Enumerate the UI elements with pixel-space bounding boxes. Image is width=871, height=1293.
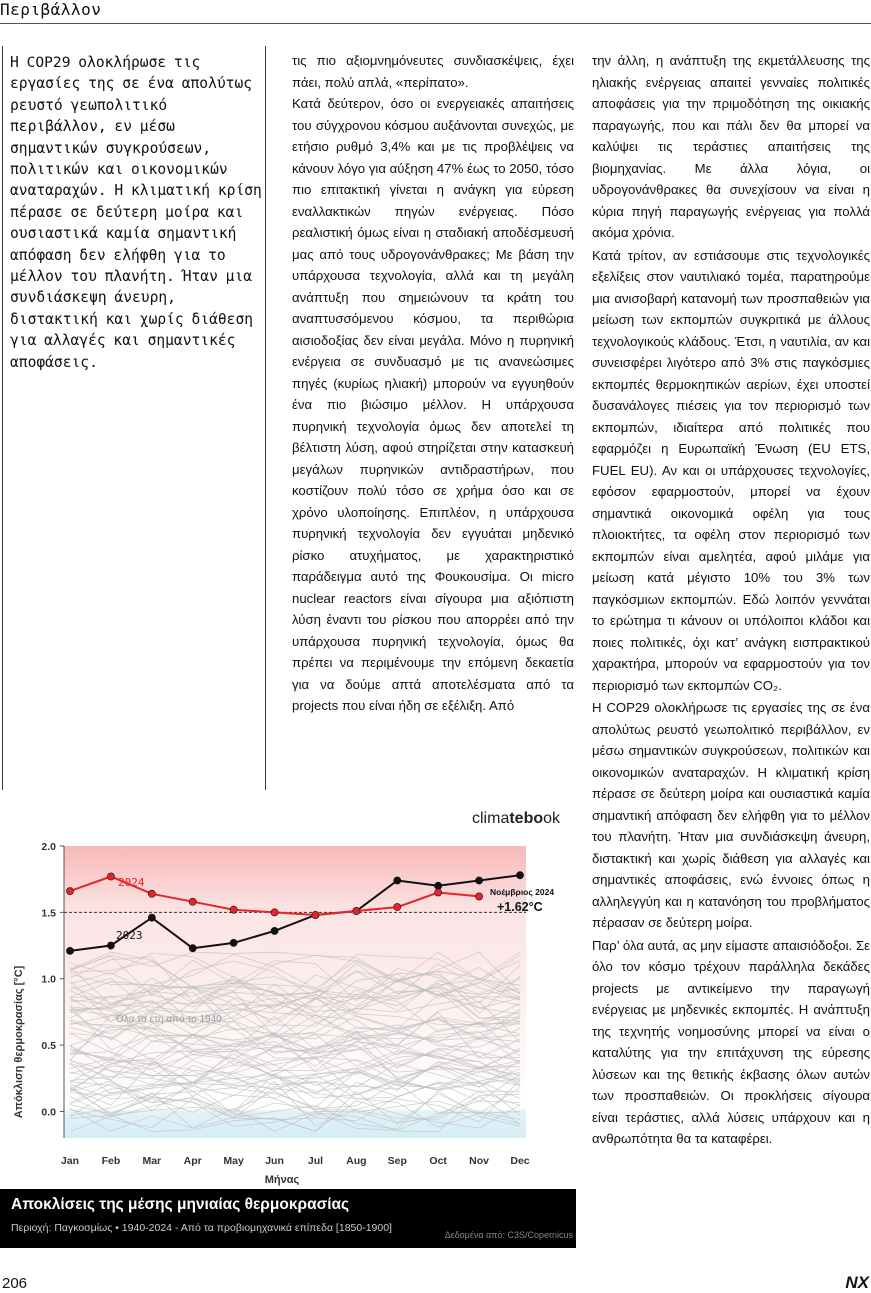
column3-paragraph-4: Παρ’ όλα αυτά, ας μην είμαστε απαισιόδοξοι. Σε όλο τον κόσμο τρέχουν παράλληλα δεκάδες projects με αντικείμενο την παραγωγή ενέργειας με μηδενικές εκπομπές. Η ανάπτυξη της τεχνητής νοημοσύνης μπορεί να είναι ο καταλύτης για την επιτάχυνση της εύρεσης λύσεων και της θετικής έκβασης όλων αυτών των προσπαθειών. Οι προκλήσεις σίγουρα είναι τεράστιες, αλλά λύσεις υπάρχουν και η ανθρωπότητα θα τα καταφέρει. bbox=[592, 937, 870, 1146]
x-tick-label: Nov bbox=[469, 1155, 490, 1167]
background-series-label: Όλα τα έτη από το 1940 bbox=[116, 1014, 222, 1025]
logo-part-3: ok bbox=[543, 810, 561, 827]
annotation-label: Νοέμβριος 2024 bbox=[490, 887, 555, 897]
data-point-2024 bbox=[312, 911, 319, 918]
caption-title: Αποκλίσεις της μέσης μηνιαίας θερμοκρασίας bbox=[11, 1196, 350, 1213]
series-label-2024: 2024 bbox=[118, 876, 145, 889]
data-point-2024 bbox=[271, 909, 278, 916]
page-number: 206 bbox=[2, 1275, 28, 1292]
logo-part-1: clima bbox=[472, 810, 510, 827]
caption-source: Δεδομένα από: C3S/Copernicus bbox=[444, 1230, 573, 1240]
series-label-2023: 2023 bbox=[116, 929, 143, 942]
data-point-2023 bbox=[435, 882, 442, 889]
data-point-2023 bbox=[394, 877, 401, 884]
column3-paragraph-3: Η COP29 ολοκλήρωσε τις εργασίες της σε ένα απολύτως ρευστό γεωπολιτικό περιβάλλον, εν μέσω σημαντικών συγκρούσεων, πολιτικών και οικονομικών αναταραχών. Η κλιματική κρίση πέρασε σε δεύτερη μοίρα και ουσιαστικά καμία σημαντική απόφαση δεν ελήφθη για το μέλλον του πλανήτη. Ήταν μια συνδιάσκεψη άνευρη, διστακτική και χωρίς διάθεση για αλλαγές και σημαντικές αποφάσεις, ενώ έννοιες όπως η αλληλεγγύη και η κατανόηση του προβλήματος πέρασαν σε δεύτερη μοίρα. bbox=[592, 700, 870, 930]
column2-paragraph-1: τις πιο αξιομνημόνευτες συνδιασκέψεις, έχει πάει, πολύ απλά, «περίπατο». bbox=[292, 53, 574, 90]
climatebook-logo bbox=[472, 810, 560, 828]
data-point-2023 bbox=[107, 942, 114, 949]
data-point-2023 bbox=[189, 945, 196, 952]
x-tick-label: Jun bbox=[265, 1155, 284, 1167]
annotation-value: +1.62°C bbox=[497, 900, 543, 914]
y-tick-label: 2.0 bbox=[41, 841, 56, 853]
x-tick-label: Jan bbox=[60, 1155, 80, 1167]
data-point-2023 bbox=[271, 927, 278, 934]
x-tick-label: Aug bbox=[346, 1155, 367, 1167]
data-point-2024 bbox=[394, 903, 401, 910]
x-axis-label: Μήνας bbox=[264, 1174, 300, 1186]
column3-paragraph-2: Κατά τρίτον, αν εστιάσουμε στις τεχνολογικές εξελίξεις στον ναυτιλιακό τομέα, παρατηρούμε μια ανισοβαρή κατανομή των προσπαθειών για μείωση των εκπομπών συγκριτικά με άλλους τεχνολογικούς κλάδους. Έτσι, η ναυτιλία, αν και συνεισφέρει λιγότερο από 3% στις παγκόσμιες εκπομπές θερμοκηπικών αερίων, έχει υποστεί δυσανάλογες πιέσεις για τον περιορισμό των εκπομπών, ιδιαίτερα από πολιτικές που εφαρμόζει η Ευρωπαϊκή Ένωση (EU ETS, FUEL EU). Αν και οι υπάρχουσες τεχνολογίες, εφόσον εφαρμοστούν, μπορεί να έχουν σημαντικά οικονομικά οφέλη για τους πλοιοκτήτες, τα οφέλη στον περιορισμό των εκπομπών είναι αμελητέα, αφού μιλάμε για μείωση κατά μέγιστο 10% του 3% των παγκόσμιων εκπομπών. Εδώ λοιπόν γεννάται το ερώτημα τι κάνουν οι υπόλοιποι κλάδοι και ποιες πολιτικές, όχι κατ’ ανάγκη εισπρακτικού χαρακτήρα, μπορούν να εφαρμοστούν για τον περιορισμό των εκπομπών CO₂. bbox=[592, 247, 870, 693]
temperature-anomaly-chart bbox=[0, 830, 576, 1188]
x-tick-label: Dec bbox=[510, 1155, 530, 1167]
data-point-2024 bbox=[189, 898, 196, 905]
x-tick-label: Sep bbox=[387, 1155, 407, 1167]
data-point-2024 bbox=[435, 889, 442, 896]
article-column-3 bbox=[592, 50, 870, 1150]
data-point-2024 bbox=[148, 890, 155, 897]
logo-part-2: tebo bbox=[509, 810, 544, 827]
top-divider bbox=[0, 23, 871, 24]
data-point-2024 bbox=[475, 893, 482, 900]
y-tick-label: 0.5 bbox=[41, 1040, 56, 1053]
data-point-2023 bbox=[475, 877, 482, 884]
article-column-2 bbox=[292, 50, 574, 717]
y-tick-label: 1.5 bbox=[41, 907, 56, 920]
caption-subtitle: Περιοχή: Παγκοσμίως • 1940-2024 - Από τα προβιομηχανικά επίπεδα [1850-1900] bbox=[11, 1222, 392, 1234]
x-tick-label: Jul bbox=[307, 1155, 324, 1167]
data-point-2024 bbox=[353, 907, 360, 914]
data-point-2023 bbox=[66, 947, 73, 954]
x-tick-label: Oct bbox=[429, 1155, 447, 1167]
x-tick-label: Apr bbox=[183, 1155, 202, 1167]
chart-caption-bar bbox=[0, 1189, 576, 1248]
brand-logo: NX bbox=[845, 1273, 869, 1292]
data-point-2024 bbox=[66, 888, 73, 895]
x-tick-label: May bbox=[223, 1155, 244, 1167]
section-title: Περιβάλλον bbox=[0, 0, 102, 19]
data-point-2023 bbox=[516, 872, 523, 879]
column2-paragraph-2: Κατά δεύτερον, όσο οι ενεργειακές απαιτήσεις του σύγχρονου κόσμου αυξάνονται συνεχώς, με ετήσιο ρυθμό 3,4% και με τις προβλέψεις να κάνουν λόγο για αύξηση 47% έως το 2050, τόσο πιο επιτακτική γίνεται η ανάγκη για εύρεση εναλλακτικών πηγών ενέργειας. Πόσο ρεαλιστική όμως είναι η σταδιακή αποδέσμευσή μας από τους υδρογονάνθρακες; Με βάση την υπάρχουσα τεχνολογία, αλλά και τη μεγάλη ανάπτυξη που σημειώνουν τα κράτη του αναπτυσσόμενου κόσμου, τα περιθώρια αισιοδοξίας δεν είναι μεγάλα. Μόνο η πυρηνική ενέργεια σε συνδυασμό με τις ανανεώσιμες πηγές (κυρίως ηλιακή) μπορούν να εγγυηθούν ένα πιο βιώσιμο μέλλον. Η υπάρχουσα πυρηνική τεχνολογία όμως δεν αποτελεί τη βέλτιστη λύση, αφού στηρίζεται στην κατασκευή μεγάλων πυρηνικών αντιδραστήρων, που κοστίζουν πολύ τόσο σε χρήμα όσο και σε χρόνο υλοποίησης. Επιπλέον, η υπάρχουσα πυρηνική τεχνολογία δεν εγγυάται μηδενικό ρίσκο ατυχήματος, με χαρακτηριστικό παράδειγμα αυτό της Φουκουσίμα. Οι micro nuclear reactors είναι σίγουρα μια αξιόπιστη λύση έναντι του ρίσκου που απορρέει από την υπάρχουσα πυρηνική τεχνολογία, όμως θα πρέπει να περιμένουμε την επόμενη δεκαετία για να δούμε απτά αποτελέσματα από τα projects που είναι ήδη σε εξέλιξη. Από bbox=[292, 96, 574, 713]
x-tick-label: Mar bbox=[142, 1155, 162, 1167]
data-point-2024 bbox=[230, 906, 237, 913]
data-point-2023 bbox=[230, 939, 237, 946]
y-axis-label: Απόκλιση θερμοκρασίας [°C] bbox=[13, 965, 25, 1119]
y-tick-label: 1.0 bbox=[41, 973, 56, 986]
data-point-2024 bbox=[107, 873, 114, 880]
x-tick-label: Feb bbox=[101, 1155, 121, 1167]
column3-paragraph-1: την άλλη, η ανάπτυξη της εκμετάλλευσης της ηλιακής ενέργειας απαιτεί γενναίες πολιτικές αποφάσεις για την πριμοδότηση της οικιακής παραγωγής, που και πάλι δεν θα μπορεί να καλύψει τις τεράστιες απαιτήσεις της βιομηχανίας. Με άλλα λόγια, οι υδρογονάνθρακες θα συνεχίσουν να είναι η κύρια πηγή παραγωγής ενέργειας για πολλά ακόμα χρόνια. bbox=[592, 53, 870, 240]
y-tick-label: 0.0 bbox=[41, 1106, 56, 1119]
lead-paragraph: Η COP29 ολοκλήρωσε τις εργασίες της σε ένα απολύτως ρευστό γεωπολιτικό περιβάλλον, εν μέσω σημαντικών συγκρούσεων, πολιτικών και οικονομικών αναταραχών. Η κλιματική κρίση πέρασε σε δεύτερη μοίρα και ουσιαστικά καμία σημαντική απόφαση δεν ελήφθη για το μέλλον του πλανήτη. Ήταν μια συνδιάσκεψη άνευρη, διστακτική και χωρίς διάθεση για αλλαγές και σημαντικές αποφάσεις. bbox=[10, 54, 262, 371]
data-point-2023 bbox=[148, 914, 155, 921]
